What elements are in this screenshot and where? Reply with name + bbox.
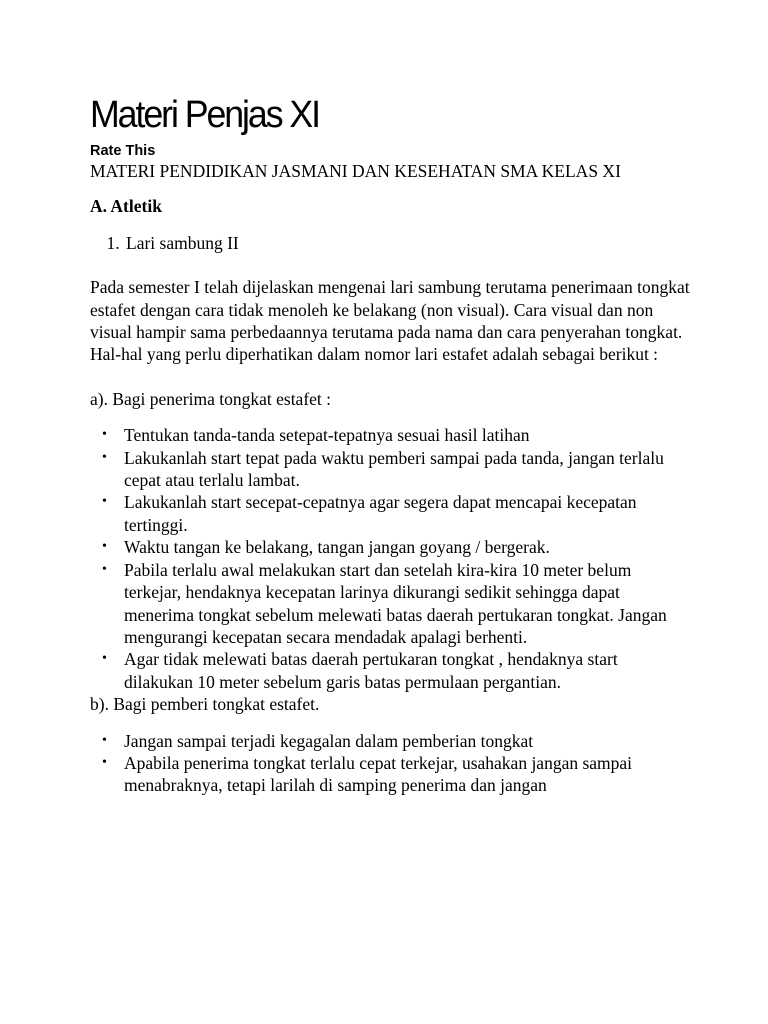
list-item-text: Lakukanlah start secepat-cepatnya agar segera dapat mencapai kecepatan tertinggi. <box>124 492 637 535</box>
rate-this-link[interactable]: Rate This <box>90 143 156 159</box>
document-heading: MATERI PENDIDIKAN JASMANI DAN KESEHATAN SMA KELAS XI <box>90 161 621 181</box>
page-title: Materi Penjas XI <box>90 94 319 136</box>
list-item-text: Jangan sampai terjadi kegagalan dalam pemberian tongkat <box>124 730 534 751</box>
list-item-text: Tentukan tanda-tanda setepat-tepatnya sesuai hasil latihan <box>124 425 530 446</box>
bullet-icon: • <box>102 651 107 667</box>
bullet-list-receiver <box>90 424 690 693</box>
list-item <box>102 648 690 693</box>
list-item-text: Lakukanlah start tepat pada waktu pemberi sampai pada tanda, jangan terlalu cepat atau terlalu lambat. <box>124 447 664 491</box>
paragraph: Pada semester I telah dijelaskan mengenai lari sambung terutama penerimaan tongkat estafet dengan cara tidak menoleh ke belakang (non visual). Cara visual dan non visual hampir sama perbedaannya terutama pada nama dan cara penyerahan tongkat. <box>90 277 690 343</box>
subheading-receiver: a). Bagi penerima tongkat estafet : <box>90 388 332 409</box>
numbered-list <box>90 232 690 254</box>
bullet-icon: • <box>102 494 107 510</box>
list-item-text: Apabila penerima tongkat terlalu cepat terkejar, usahakan jangan sampai menabraknya, tetapi larilah di samping penerima dan jangan <box>124 752 633 796</box>
bullet-icon: • <box>102 427 107 443</box>
list-item-text: Lari sambung II <box>126 232 239 253</box>
bullet-icon: • <box>102 539 107 555</box>
list-item <box>102 536 690 558</box>
section-heading: A. Atletik <box>90 196 162 217</box>
list-item <box>102 447 690 492</box>
subheading-giver: b). Bagi pemberi tongkat estafet. <box>90 694 320 715</box>
list-item <box>124 232 690 254</box>
document-page <box>90 92 690 797</box>
bullet-icon: • <box>102 449 107 465</box>
list-item-text: Waktu tangan ke belakang, tangan jangan goyang / bergerak. <box>124 537 550 558</box>
bullet-icon: • <box>102 732 107 748</box>
bullet-icon: • <box>102 754 107 770</box>
paragraph: Hal-hal yang perlu diperhatikan dalam nomor lari estafet adalah sebagai berikut : <box>90 344 659 365</box>
list-item-text: Pabila terlalu awal melakukan start dan setelah kira-kira 10 meter belum terkejar, hendaknya kecepatan larinya dikurangi sedikit sehingga dapat menerima tongkat sebelum melewati batas daerah pertukaran tongkat. Jangan mengurangi kecepatan secara mendadak apalagi berhenti. <box>124 559 667 647</box>
bullet-list-giver <box>90 730 690 797</box>
bullet-icon: • <box>102 561 107 577</box>
list-item-text: Agar tidak melewati batas daerah pertukaran tongkat , hendaknya start dilakukan 10 meter sebelum garis batas permulaan pergantian. <box>124 649 618 692</box>
list-item <box>102 559 690 649</box>
list-item <box>102 491 690 536</box>
list-item <box>102 424 690 446</box>
list-item <box>102 730 690 752</box>
list-item <box>102 752 690 797</box>
